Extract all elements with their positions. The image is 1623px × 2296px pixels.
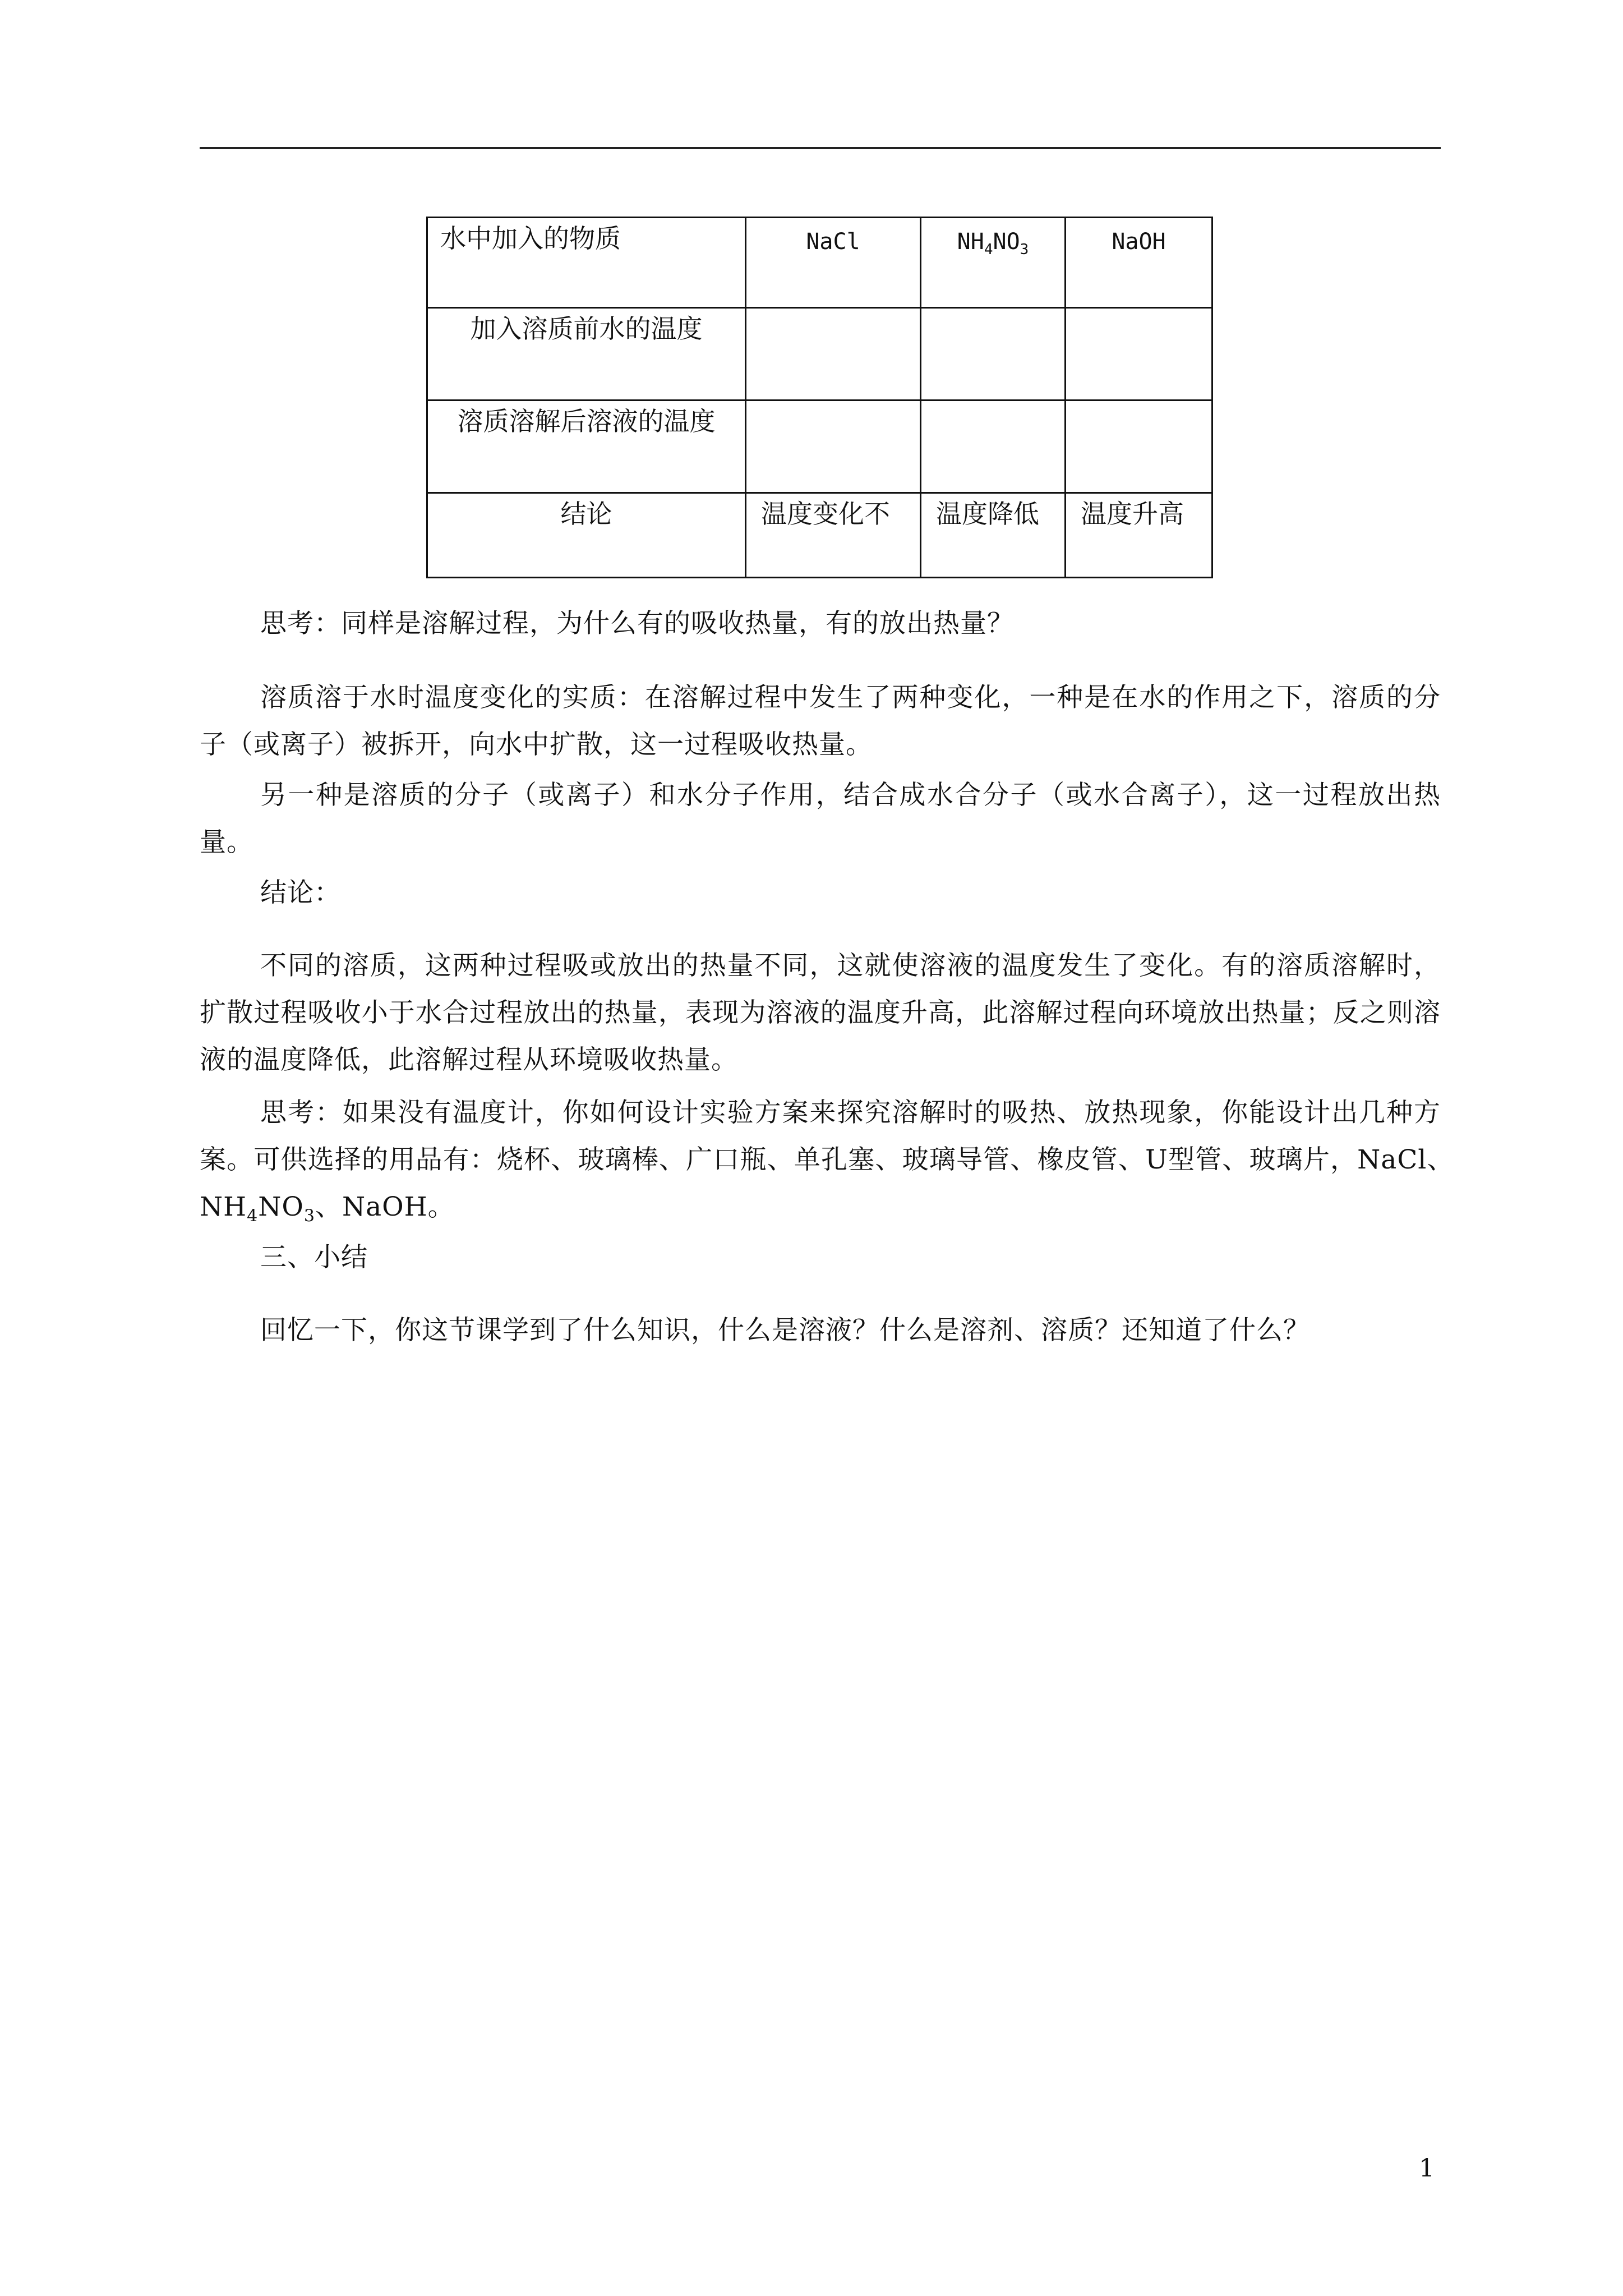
experiment-table [426, 217, 1213, 578]
paragraph: 思考：同样是溶解过程，为什么有的吸收热量，有的放出热量？ [260, 608, 1014, 639]
paragraph: 不同的溶质，这两种过程吸或放出的热量不同，这就使溶液的温度发生了变化。有的溶质溶解时，扩散过程吸收小于水合过程放出的热量，表现为溶液的温度升高，此溶解过程向环境放出热量；反之则溶液的温度降低，此溶解过程从环境吸收热量。 [200, 950, 1441, 1075]
table-cell: 温度变化不 [746, 493, 921, 578]
table-cell: 温度降低 [921, 493, 1066, 578]
row-header: 溶质溶解后溶液的温度 [427, 401, 746, 493]
paragraph: 结论： [260, 877, 341, 908]
table-cell [921, 401, 1066, 493]
table-cell-naoh: NaOH [1066, 218, 1212, 308]
table-row [427, 493, 1212, 578]
table-row [427, 308, 1212, 401]
header-rule [200, 147, 1441, 149]
section-heading: 三、小结 [260, 1242, 368, 1273]
table-cell-nacl: NaCl [746, 218, 921, 308]
row-header: 结论 [427, 493, 746, 578]
table-cell [1066, 308, 1212, 401]
row-header: 加入溶质前水的温度 [427, 308, 746, 401]
paragraph-with-formula: 思考：如果没有温度计，你如何设计实验方案来探究溶解时的吸热、放热现象，你能设计出几种方案。可供选择的用品有：烧杯、玻璃棒、广口瓶、单孔塞、玻璃导管、橡皮管、U型管、玻璃片，NaCl、 $NH_4NO_3$、NaOH。 [200, 1097, 1468, 1226]
table-cell [746, 308, 921, 401]
row-header: 水中加入的物质 [427, 218, 746, 308]
table-row [427, 401, 1212, 493]
table-cell: 温度升高 [1066, 493, 1212, 578]
page-number: 1 [1419, 2154, 1435, 2183]
table-cell [1066, 401, 1212, 493]
paragraph: 回忆一下，你这节课学到了什么知识，什么是溶液？什么是溶剂、溶质？还知道了什么？ [260, 1315, 1310, 1346]
paragraph: 另一种是溶质的分子（或离子）和水分子作用，结合成水合分子（或水合离子），这一过程放出热量。 [200, 780, 1441, 858]
table-cell [921, 308, 1066, 401]
table-cell-nh4no3: $NH_4NO_3$ [921, 218, 1066, 308]
table-cell [746, 401, 921, 493]
table-row [427, 218, 1212, 308]
paragraph: 溶质溶于水时温度变化的实质：在溶解过程中发生了两种变化，一种是在水的作用之下，溶质的分子（或离子）被拆开，向水中扩散，这一过程吸收热量。 [200, 682, 1441, 760]
